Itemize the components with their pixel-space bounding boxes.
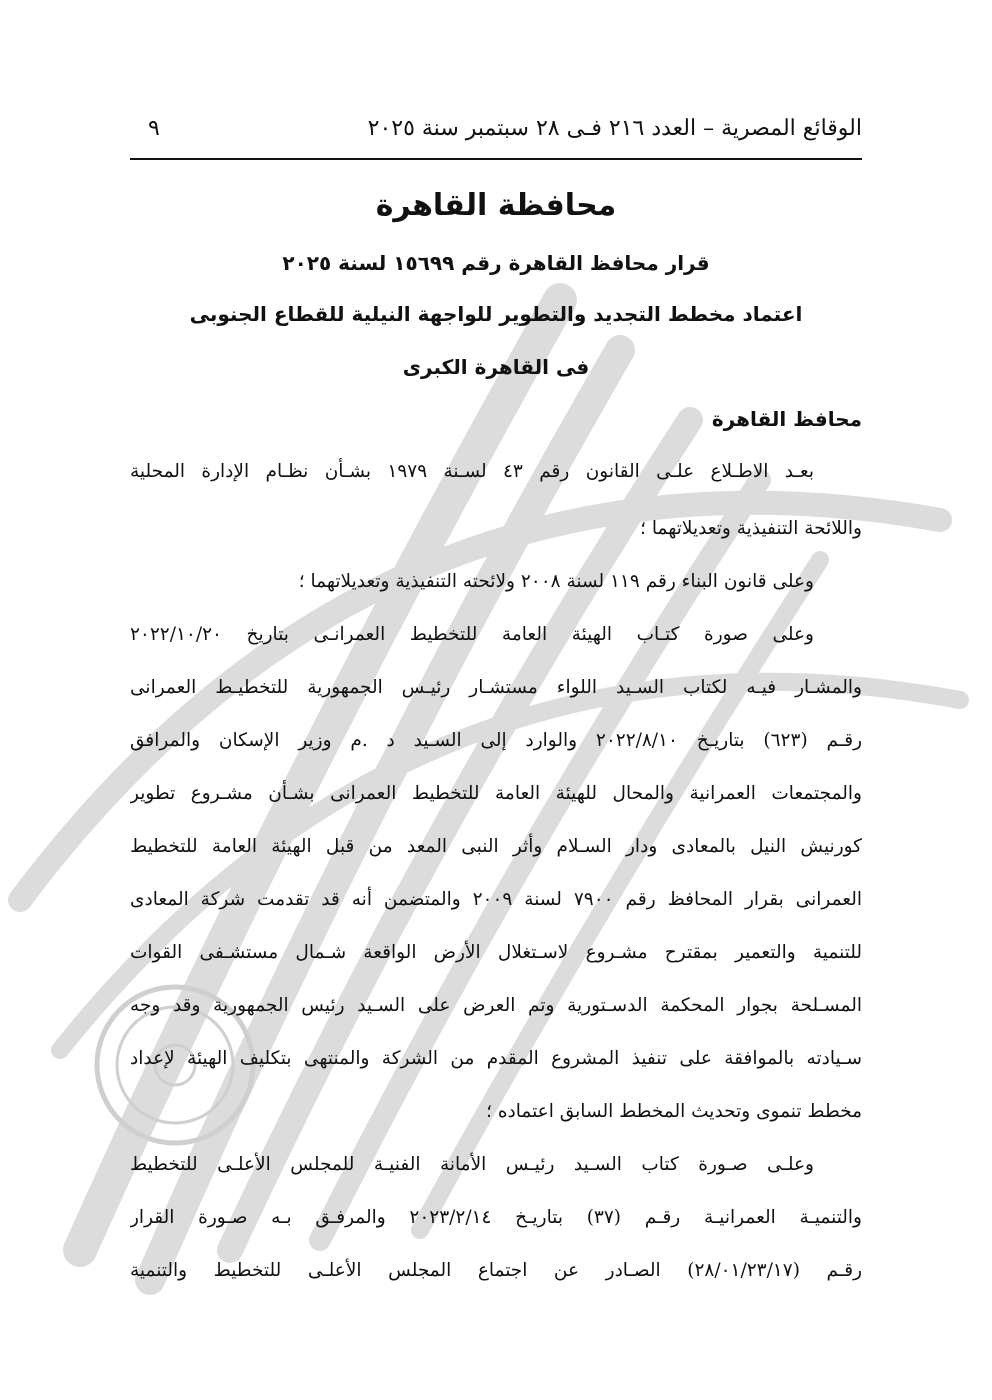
body-line: وعلـى صـورة كتاب السـيد رئيـس الأمانة الفنيـة للمجلس الأعلـى للتخطيط [130,1154,814,1175]
body-line: والمشـار فيـه لكتاب السـيد اللواء مستشـار رئيـس الجمهورية للتخطيـط العمرانى [130,677,862,698]
decree-subject: اعتماد مخطط التجديد والتطوير للواجهة النيلية للقطاع الجنوبى [189,302,803,326]
body-line: رقـم (٢٨/٠١/٢٣/١٧) الصـادر عن اجتماع المجلس الأعلـى للتخطيط والتنمية [130,1260,862,1281]
document-page [130,0,862,1400]
body-line: للتنمية والتعمير بمقترح مشـروع لاسـتغلال الأرض الواقعة شـمال مستشـفى القوات [130,942,862,963]
body-line: رقـم (٦٢٣) بتاريـخ ٢٠٢٢/٨/١٠ والوارد إلى السـيد د .م وزير الإسكان والمرافق [130,730,862,751]
decree-subject-location: فى القاهرة الكبرى [402,355,590,379]
body-line: المسـلحة بجوار المحكمة الدسـتورية وتم العرض على السـيد رئيس الجمهورية وقد وجه [130,995,862,1016]
document-title: محافظة القاهرة [375,188,617,223]
issuer-heading: محافظ القاهرة [711,407,862,431]
body-line: بعـد الاطـلاع علـى القانون رقم ٤٣ لسـنة ١٩٧٩ بشـأن نظـام الإدارة المحلية [130,461,815,482]
header-text: الوقائع المصرية – العدد ٢١٦ فـى ٢٨ سبتمبر سنة ٢٠٢٥ [367,116,862,141]
body-line: والمجتمعات العمرانية والمحال للهيئة العامة للتخطيط العمرانى بشـأن مشـروع تطوير [130,783,862,804]
body-line: العمرانى بقرار المحافظ رقم ٧٩٠٠ لسنة ٢٠٠٩ والمتضمن أنه قد تقدمت شركة المعادى [130,889,862,910]
body-line: سـيادته بالموافقة على تنفيذ المشروع المقدم من الشركة والمنتهى بتكليف الهيئة لإعداد [130,1048,862,1069]
body-line: مخطط تنموى وتحديث المخطط السابق اعتماده ؛ [486,1101,862,1122]
body-line: والتنميـة العمرانيـة رقـم (٣٧) بتاريـخ ٢٠٢٣/٢/١٤ والمرفـق بـه صـورة القرار [130,1207,862,1228]
body-line: كورنيش النيل بالمعادى ودار السـلام وأثر النبى المعد من قبل الهيئة العامة للتخطيط [130,836,862,857]
body-line: واللائحة التنفيذية وتعديلاتهما ؛ [640,518,862,539]
page-number: ٩ [148,116,160,141]
decree-number: قرار محافظ القاهرة رقم ١٥٦٩٩ لسنة ٢٠٢٥ [282,251,710,275]
running-header [130,114,862,160]
body-line: وعلى قانون البناء رقم ١١٩ لسنة ٢٠٠٨ ولائحته التنفيذية وتعديلاتهما ؛ [298,571,814,592]
body-line: وعلى صورة كتـاب الهيئة العامة للتخطيط العمرانـى بتاريخ ٢٠٢٢/١٠/٢٠ [130,624,814,645]
